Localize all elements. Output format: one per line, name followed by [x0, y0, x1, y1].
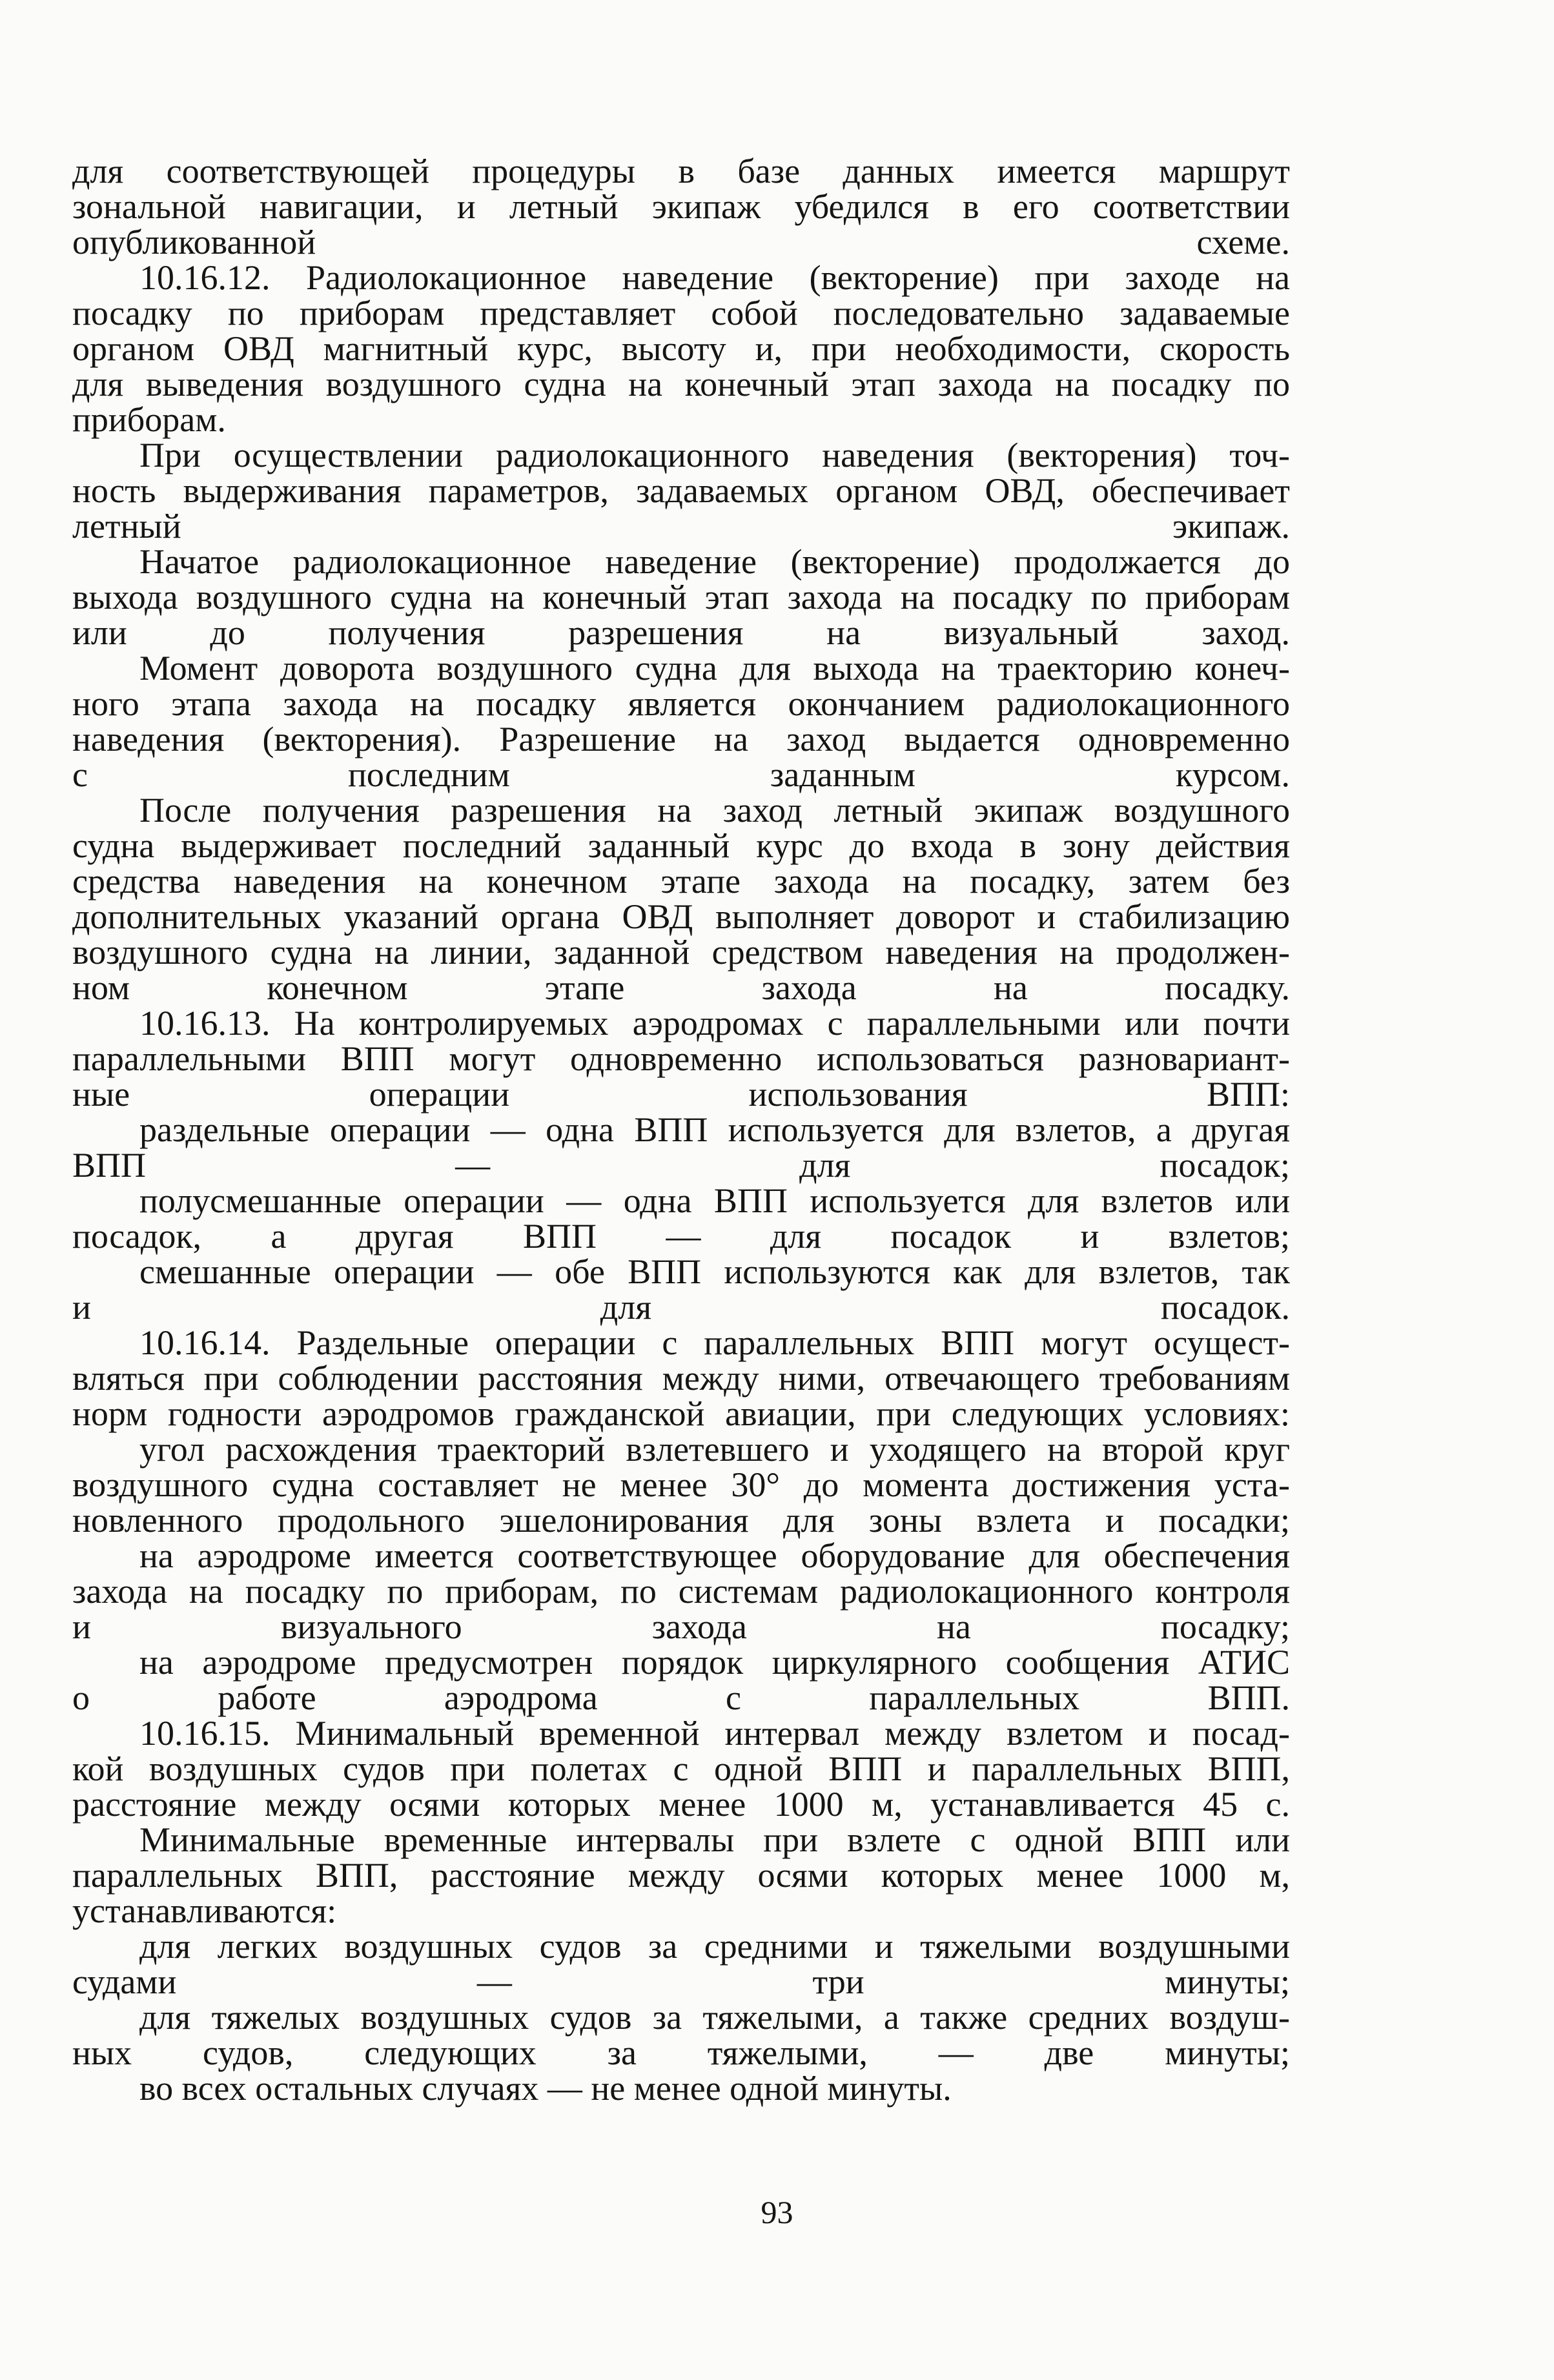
paragraph: При осуществлении радиолокационного наведения (векторения) точ- ность выдерживания параметров, задаваемых органом ОВД, обеспечивает летный экипаж. [72, 436, 1290, 545]
list-item: для тяжелых воздушных судов за тяжелыми, а также средних воздуш- ных судов, следующих за тяжелыми, — две минуты; [72, 1998, 1290, 2072]
paragraph: 10.16.15. Минимальный временной интервал между взлетом и посад- кой воздушных судов при полетах с одной ВПП и параллельных ВПП, расстояние между осями которых менее 1000 м, устанавливается 45 с. [72, 1714, 1290, 1824]
paragraph: Момент доворота воздушного судна для выхода на траекторию конеч- ного этапа захода на посадку является окончанием радиолокационного наведения (векторения). Разрешение на заход выдается одновременно с последним заданным курсом. [72, 649, 1290, 794]
list-item: на аэродроме предусмотрен порядок циркулярного сообщения АТИС о работе аэродрома с параллельных ВПП. [72, 1643, 1290, 1717]
paragraph: Минимальные временные интервалы при взлете с одной ВПП или параллельных ВПП, расстояние между осями которых менее 1000 м, устанавливаются: [72, 1820, 1290, 1930]
paragraph: Начатое радиолокационное наведение (векторение) продолжается до выхода воздушного судна на конечный этап захода на посадку по приборам или до получения разрешения на визуальный заход. [72, 542, 1290, 652]
paragraph: 10.16.12. Радиолокационное наведение (векторение) при заходе на посадку по приборам представляет собой последовательно задаваемые органом ОВД магнитный курс, высоту и, при необходимости, скорость для выведения воздушного судна на конечный этап захода на посадку по приборам. [72, 258, 1290, 439]
paragraph: 10.16.13. На контролируемых аэродромах с параллельными или почти параллельными ВПП могут одновременно использоваться разновариант- ные операции использования ВПП: [72, 1004, 1290, 1114]
page-number: 93 [761, 2194, 793, 2230]
list-item: на аэродроме имеется соответствующее оборудование для обеспечения захода на посадку по приборам, по системам радиолокационного контроля и визуального захода на посадку; [72, 1536, 1290, 1646]
paragraph: для соответствующей процедуры в базе данных имеется маршрут зональной навигации, и летный экипаж убедился в его соответствии опубликованной схеме. [72, 152, 1290, 261]
list-item: смешанные операции — обе ВПП используются как для взлетов, так и для посадок. [72, 1252, 1290, 1327]
list-item: полусмешанные операции — одна ВПП используется для взлетов или посадок, а другая ВПП — для посадок и взлетов; [72, 1181, 1290, 1256]
paragraph: После получения разрешения на заход летный экипаж воздушного судна выдерживает последний заданный курс до входа в зону действия средства наведения на конечном этапе захода на посадку, затем без дополнительных указаний органа ОВД выполняет доворот и стабилизацию воздушного судна на линии, заданной средством наведения на продолжен- ном конечном этапе захода на посадку. [72, 791, 1290, 1007]
document-body [72, 154, 1290, 2106]
list-item: раздельные операции — одна ВПП используется для взлетов, а другая ВПП — для посадок; [72, 1110, 1290, 1185]
list-item: во всех остальных случаях — не менее одной минуты. [139, 2069, 952, 2108]
list-item: угол расхождения траекторий взлетевшего и уходящего на второй круг воздушного судна составляет не менее 30° до момента достижения уста- новленного продольного эшелонирования для зоны взлета и посадки; [72, 1430, 1290, 1540]
list-item: для легких воздушных судов за средними и тяжелыми воздушными судами — три минуты; [72, 1927, 1290, 2001]
paragraph: 10.16.14. Раздельные операции с параллельных ВПП могут осущест- вляться при соблюдении расстояния между ними, отвечающего требованиям норм годности аэродромов гражданской авиации, при следующих условиях: [72, 1323, 1290, 1433]
